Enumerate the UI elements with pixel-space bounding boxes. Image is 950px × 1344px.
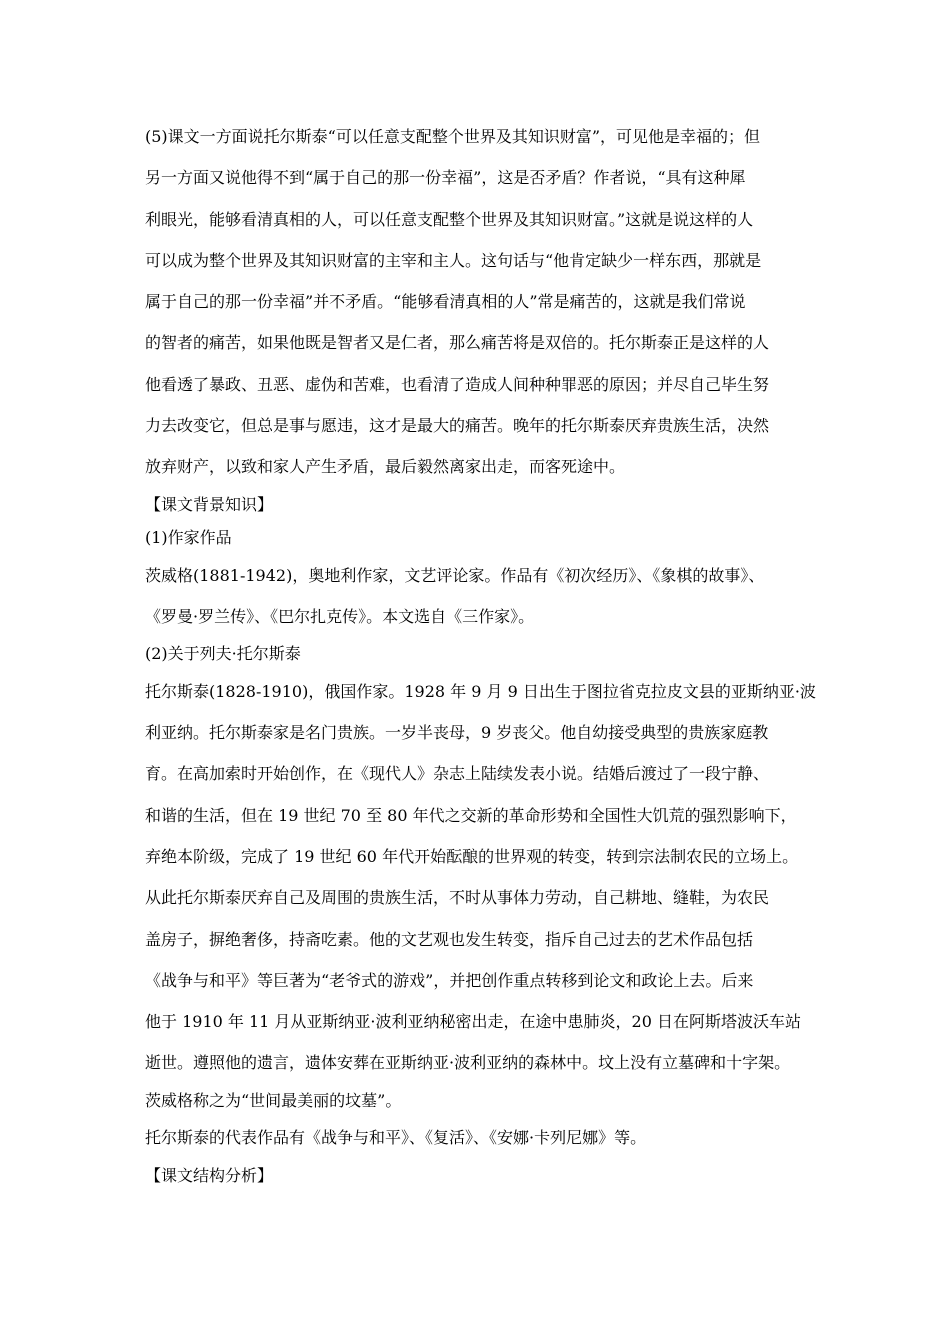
text-line: (2)关于列夫·托尔斯泰: [145, 644, 301, 664]
text-line: 他看透了暴政、丑恶、虚伪和苦难，也看清了造成人间种种罪恶的原因；并尽自己毕生努: [145, 374, 770, 394]
text-line: 属于自己的那一份幸福”并不矛盾。“能够看清真相的人”常是痛苦的，这就是我们常说: [145, 292, 746, 312]
text-line: 茨威格称之为“世间最美丽的坟墓”。: [145, 1090, 402, 1110]
document-body: [145, 116, 835, 1192]
section-heading: 【课文背景知识】: [145, 494, 274, 514]
text-line: 可以成为整个世界及其知识财富的主宰和主人。这句话与“他肯定缺少一样东西，那就是: [145, 250, 762, 270]
text-line: 利亚纳。托尔斯泰家是名门贵族。一岁半丧母，9 岁丧父。他自幼接受典型的贵族家庭教: [145, 723, 769, 743]
text-line: 《罗曼·罗兰传》、《巴尔扎克传》。本文选自《三作家》。: [145, 606, 535, 626]
text-line: 托尔斯泰(1828-1910)，俄国作家。1928 年 9 月 9 日出生于图拉省克拉皮文县的亚斯纳亚·波: [145, 681, 816, 701]
text-line: 茨威格(1881-1942)，奥地利作家，文艺评论家。作品有《初次经历》、《象棋的故事》、: [145, 565, 765, 585]
section-heading: 【课文结构分析】: [145, 1165, 274, 1185]
text-line: 和谐的生活，但在 19 世纪 70 至 80 年代之交新的革命形势和全国性大饥荒的强烈影响下，: [145, 805, 797, 825]
text-line: 盖房子，摒绝奢侈，持斋吃素。他的文艺观也发生转变，指斥自己过去的艺术作品包括: [145, 929, 754, 949]
text-line: 托尔斯泰的代表作品有《战争与和平》、《复活》、《安娜·卡列尼娜》等。: [145, 1128, 647, 1148]
text-line: (5)课文一方面说托尔斯泰“可以任意支配整个世界及其知识财富”，可见他是幸福的；但: [145, 127, 761, 146]
text-line: 《战争与和平》等巨著为“老爷式的游戏”，并把创作重点转移到论文和政论上去。后来: [145, 970, 754, 990]
text-line: 从此托尔斯泰厌弃自己及周围的贵族生活，不时从事体力劳动，自己耕地、缝鞋，为农民: [145, 888, 770, 908]
text-line: 弃绝本阶级，完成了 19 世纪 60 年代开始酝酿的世界观的转变，转到宗法制农民的立场上。: [145, 846, 799, 866]
text-line: (1)作家作品: [145, 528, 232, 548]
text-line: 他于 1910 年 11 月从亚斯纳亚·波利亚纳秘密出走，在途中患肺炎，20 日在阿斯塔波沃车站: [145, 1012, 801, 1032]
text-line: 的智者的痛苦，如果他既是智者又是仁者，那么痛苦将是双倍的。托尔斯泰正是这样的人: [145, 333, 770, 353]
text-line: 力去改变它，但总是事与愿违，这才是最大的痛苦。晚年的托尔斯泰厌弃贵族生活，决然: [145, 416, 770, 436]
text-line: 放弃财产，以致和家人产生矛盾，最后毅然离家出走，而客死途中。: [145, 457, 626, 477]
text-line: 育。在高加索时开始创作，在《现代人》杂志上陆续发表小说。结婚后渡过了一段宁静、: [145, 764, 770, 784]
text-line: 另一方面又说他得不到“属于自己的那一份幸福”，这是否矛盾？作者说，“具有这种犀: [145, 168, 746, 188]
text-line: 逝世。遵照他的遗言，遗体安葬在亚斯纳亚·波利亚纳的森林中。坟上没有立墓碑和十字架。: [145, 1053, 791, 1073]
text-line: 利眼光，能够看清真相的人，可以任意支配整个世界及其知识财富。”这就是说这样的人: [145, 209, 754, 229]
